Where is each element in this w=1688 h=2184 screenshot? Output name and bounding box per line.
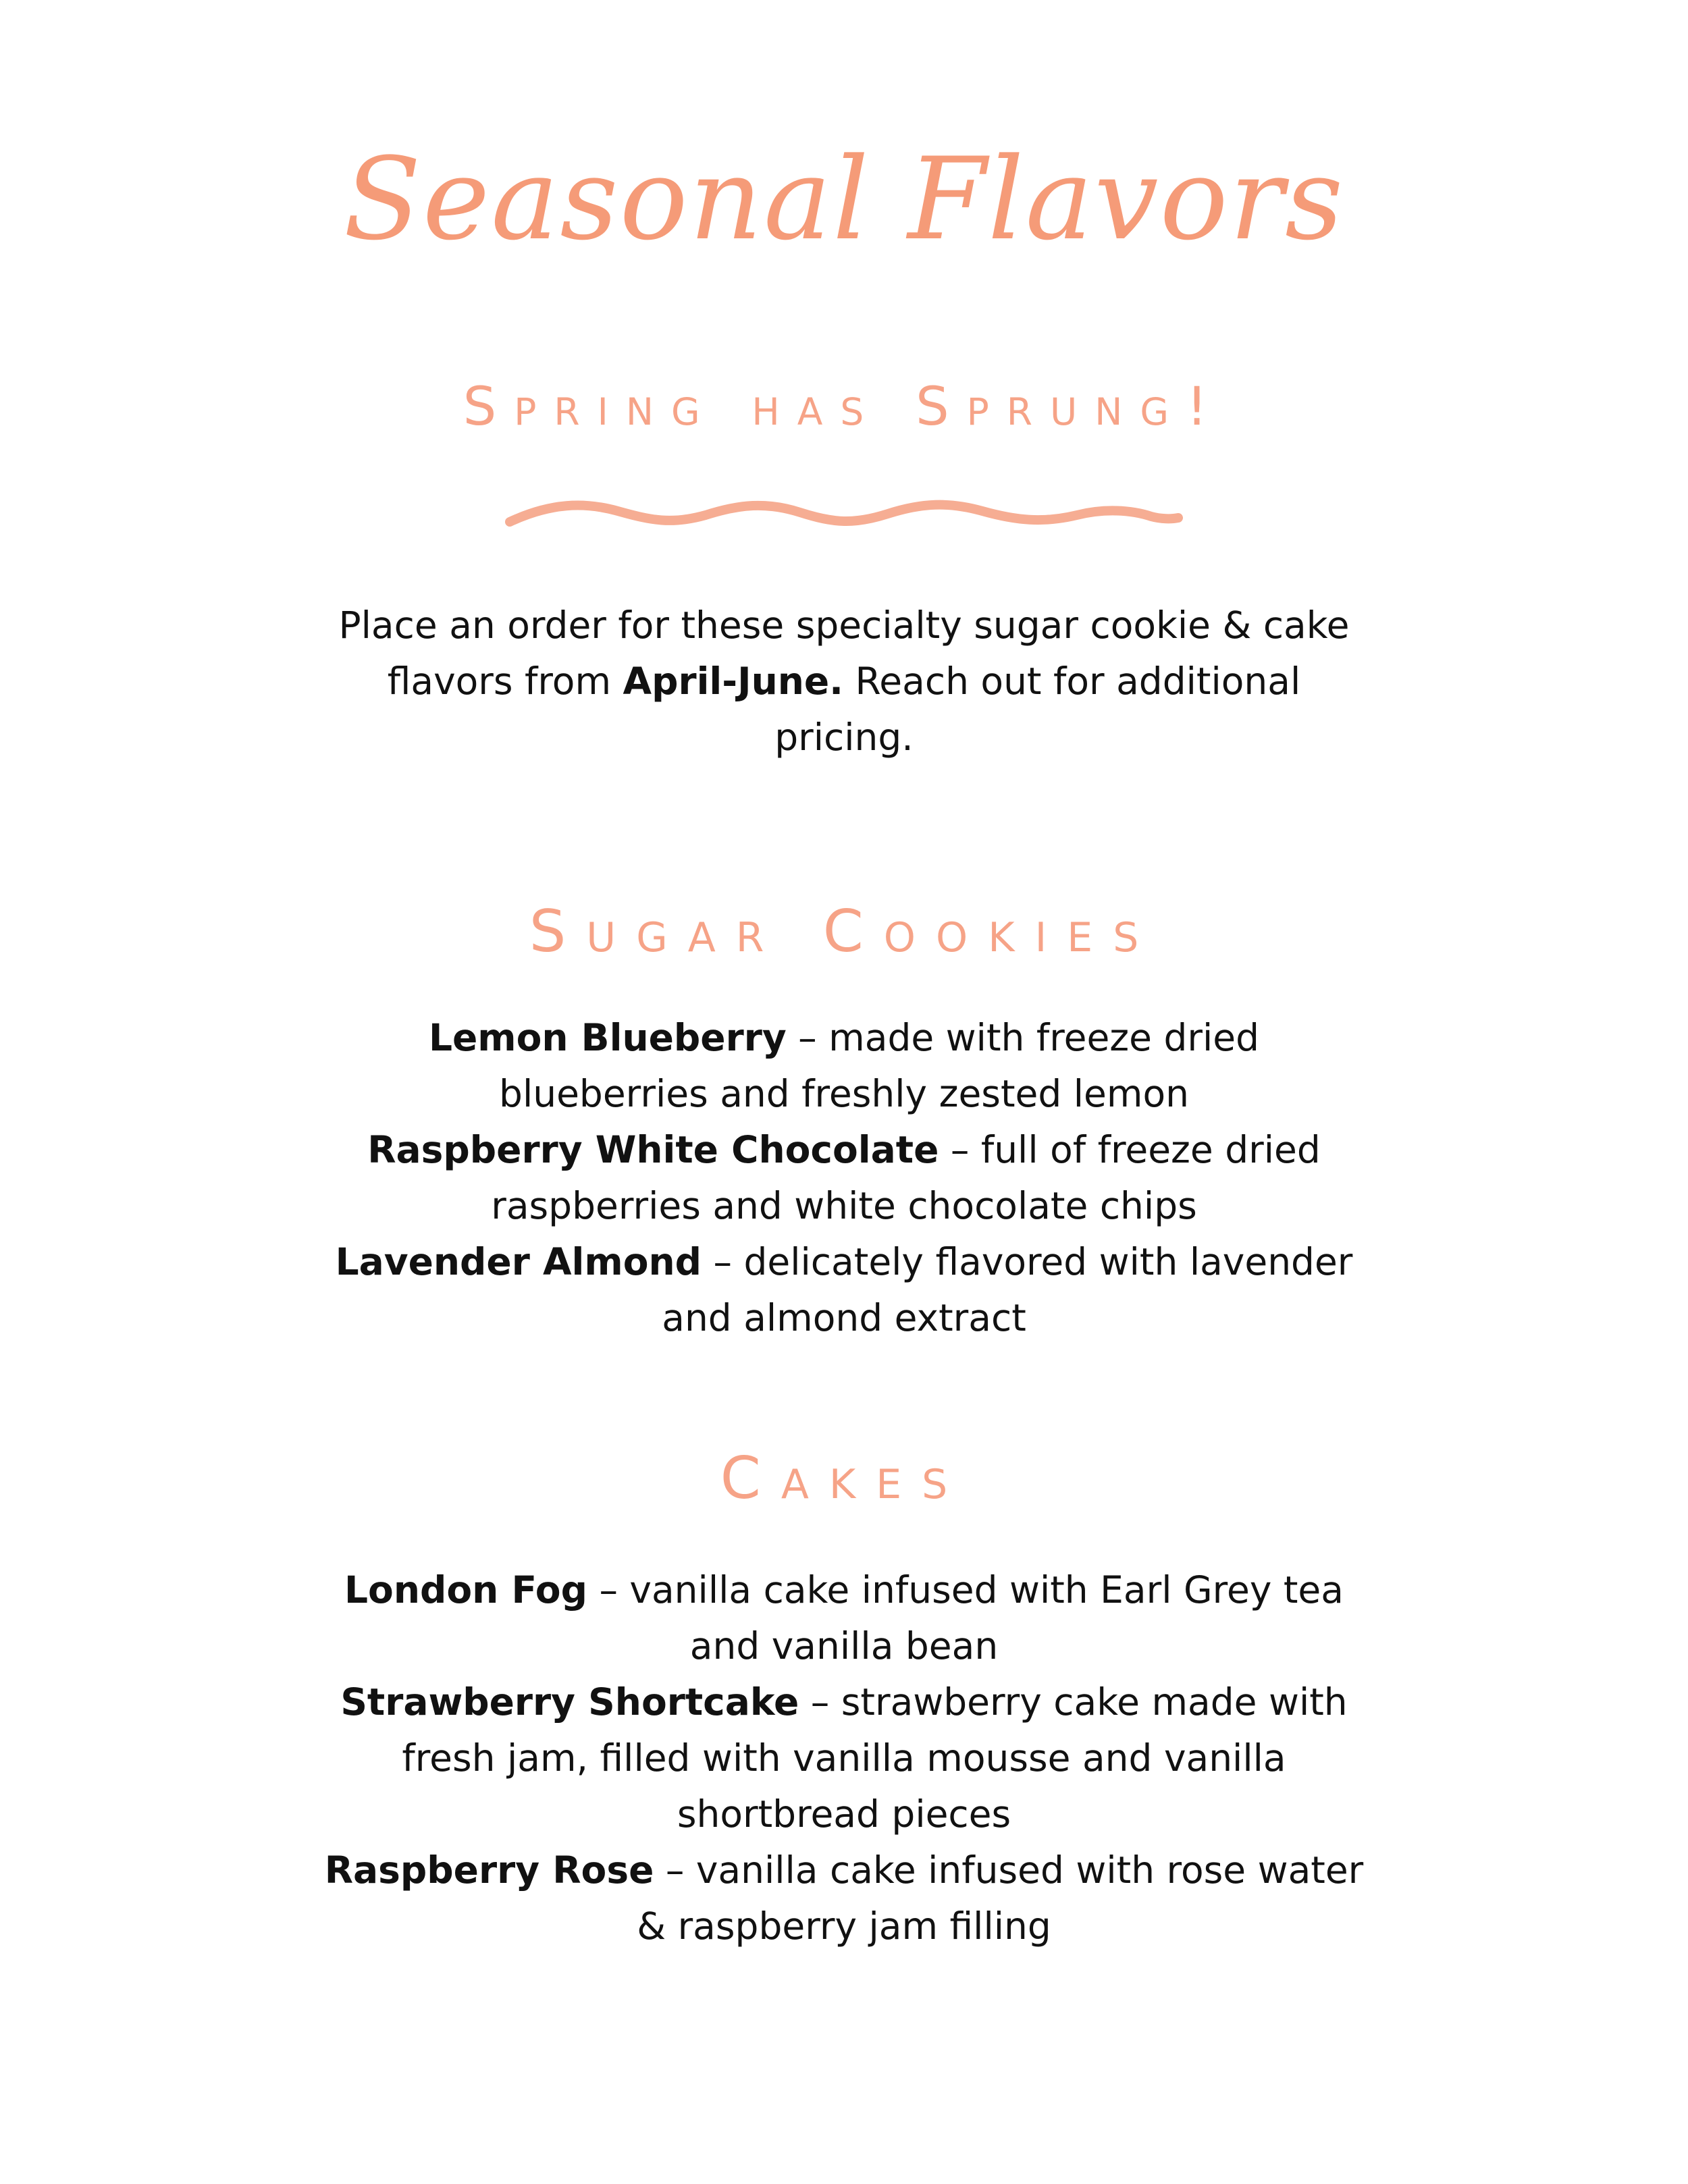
page-title: Seasonal Flavors (343, 133, 1345, 265)
list-item (324, 1674, 1364, 1842)
flavor-name: Lavender Almond (335, 1240, 702, 1283)
flavor-description: – strawberry cake made with fresh jam, filled with vanilla mousse and vanilla shortbread pieces (402, 1680, 1348, 1836)
flavor-description: – vanilla cake infused with rose water & raspberry jam filling (637, 1848, 1364, 1948)
list-item (324, 1562, 1364, 1674)
flavor-name: London Fog (344, 1568, 587, 1612)
flavor-name: Raspberry White Chocolate (367, 1128, 939, 1171)
flavor-description: – made with freeze dried blueberries and freshly zested lemon (499, 1016, 1260, 1115)
list-item (324, 1842, 1364, 1954)
cakes-heading: Cakes (720, 1445, 968, 1512)
page-subtitle: Spring has Sprung! (463, 377, 1225, 437)
intro-date-range: April-June. (623, 660, 844, 703)
cakes-list (324, 1562, 1364, 1954)
intro-text-after: Reach out for additional pricing. (774, 660, 1301, 759)
flavor-name: Lemon Blueberry (428, 1016, 787, 1059)
flavor-description: – full of freeze dried raspberries and white chocolate chips (491, 1128, 1321, 1227)
wavy-divider-icon (503, 489, 1185, 537)
sugar-cookies-heading: Sugar Cookies (529, 898, 1159, 965)
flavor-description: – vanilla cake infused with Earl Grey tea and vanilla bean (587, 1568, 1344, 1668)
list-item (324, 1234, 1364, 1346)
intro-text-before: Place an order for these specialty sugar cookie & cake flavors from (338, 604, 1350, 703)
flavor-name: Raspberry Rose (324, 1848, 654, 1892)
flavor-name: Strawberry Shortcake (340, 1680, 799, 1724)
list-item (324, 1010, 1364, 1122)
sugar-cookies-list (324, 1010, 1364, 1346)
list-item (324, 1122, 1364, 1234)
intro-text (338, 597, 1350, 766)
flavor-description: – delicately flavored with lavender and almond extract (662, 1240, 1353, 1339)
